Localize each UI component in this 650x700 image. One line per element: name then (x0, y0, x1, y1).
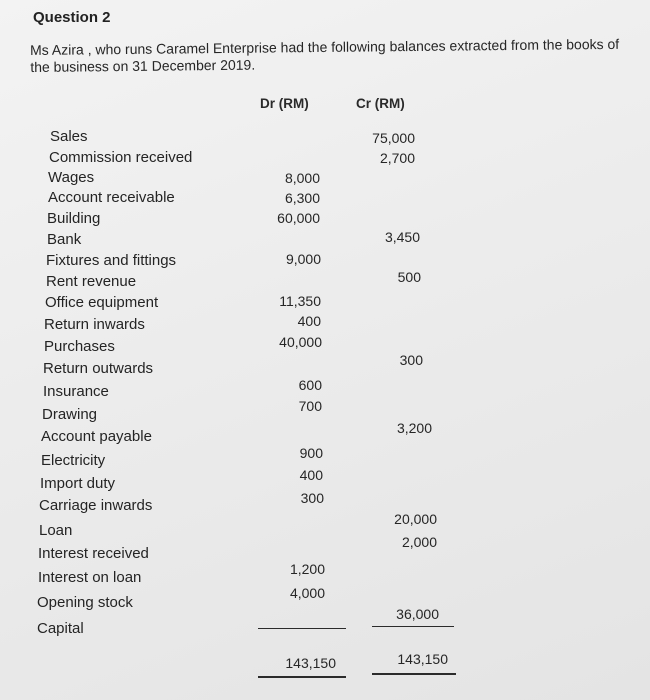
dr-value: 400 (297, 313, 321, 329)
row-label: Rent revenue (46, 273, 137, 290)
row-label: Capital (37, 620, 84, 637)
dr-subtotal-rule (258, 628, 346, 629)
dr-value: 400 (299, 467, 323, 483)
row-label: Wages (48, 169, 95, 186)
cr-value: 3,200 (396, 420, 432, 436)
row-label: Return outwards (43, 360, 154, 377)
dr-total: 143,150 (285, 655, 336, 671)
dr-value: 60,000 (277, 210, 320, 226)
cr-value: 2,700 (379, 150, 415, 166)
row-label: Bank (47, 231, 82, 248)
cr-subtotal-rule (372, 626, 454, 627)
dr-value: 1,200 (289, 561, 325, 577)
dr-value: 8,000 (284, 170, 320, 186)
cr-value: 36,000 (396, 606, 439, 622)
cr-value: 2,000 (401, 534, 437, 550)
cr-value: 75,000 (372, 130, 415, 146)
row-label: Opening stock (37, 594, 133, 611)
row-label: Loan (39, 522, 73, 539)
row-label: Interest received (38, 545, 149, 562)
row-label: Sales (50, 128, 88, 145)
row-label: Drawing (42, 406, 98, 423)
dr-value: 9,000 (285, 251, 321, 267)
row-label: Account payable (41, 428, 152, 445)
dr-column-header: Dr (RM) (260, 96, 309, 111)
row-label: Carriage inwards (39, 497, 153, 514)
dr-value: 700 (298, 398, 322, 414)
dr-value: 300 (300, 490, 324, 506)
row-label: Interest on loan (38, 569, 142, 586)
cr-total-underline (372, 673, 456, 675)
dr-total-underline (258, 676, 346, 678)
cr-value: 500 (397, 269, 421, 285)
cr-value: 300 (399, 352, 423, 368)
row-label: Import duty (40, 475, 116, 492)
row-label: Commission received (49, 149, 193, 166)
row-label: Electricity (41, 452, 106, 469)
question-heading: Question 2 (33, 9, 111, 26)
dr-value: 40,000 (279, 334, 322, 350)
dr-value: 6,300 (284, 190, 320, 206)
cr-total: 143,150 (397, 651, 448, 667)
cr-value: 3,450 (384, 229, 420, 245)
dr-value: 600 (298, 377, 322, 393)
row-label: Building (47, 210, 101, 227)
dr-value: 900 (299, 445, 323, 461)
row-label: Account receivable (48, 189, 175, 206)
dr-value: 11,350 (279, 293, 321, 309)
row-label: Office equipment (45, 294, 159, 311)
question-intro: Ms Azira , who runs Caramel Enterprise had the following balances extracted from the books of the business on 31 December 2019. (30, 35, 620, 75)
row-label: Insurance (43, 383, 109, 400)
row-label: Return inwards (44, 316, 145, 333)
cr-column-header: Cr (RM) (356, 96, 405, 111)
row-label: Purchases (44, 338, 115, 355)
row-label: Fixtures and fittings (46, 252, 177, 269)
cr-value: 20,000 (394, 511, 437, 527)
dr-value: 4,000 (289, 585, 325, 601)
